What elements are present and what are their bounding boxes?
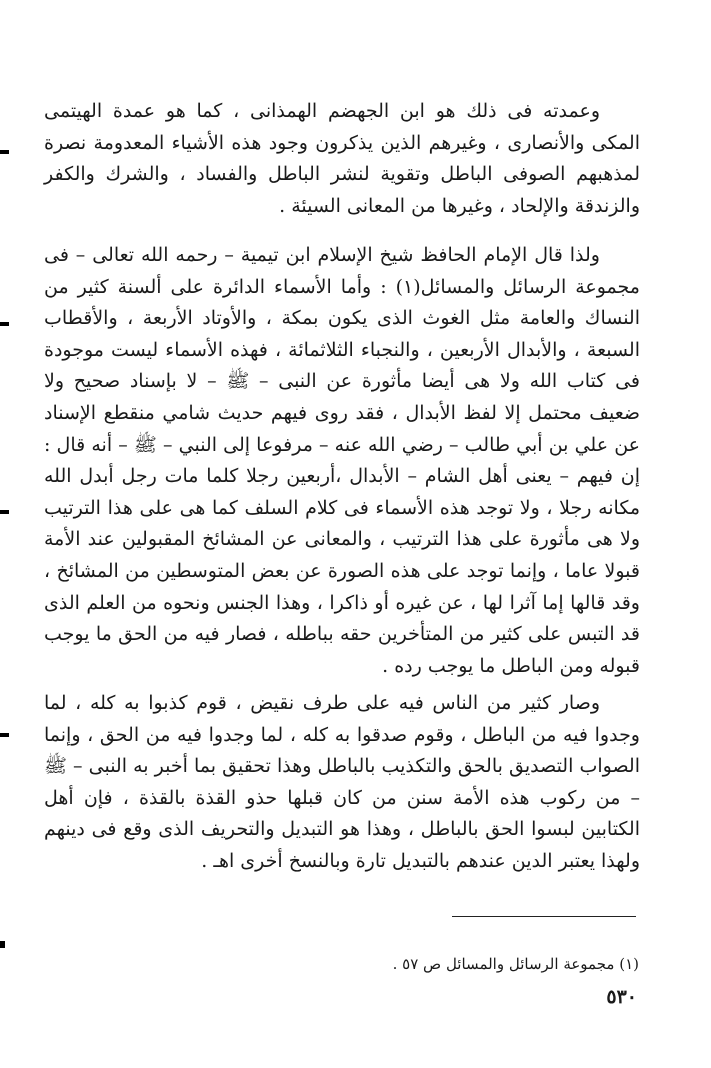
- footnote-divider: [452, 916, 636, 917]
- paragraph-1-text: وعمدته فى ذلك هو ابن الجهضم الهمذانى ، كما هو عمدة الهيتمى المكى والأنصارى ، وغيرهم الذين يذكرون وجود هذه الأشياء المعدومة نصرة لمذهبهم الصوفى الباطل وتقوية لنشر الباطل والفساد ، والشرك والكفر والزندقة والإلحاد ، وغيرها من المعانى السيئة .: [44, 100, 640, 217]
- paragraph-2-text: ولذا قال الإمام الحافظ شيخ الإسلام ابن تيمية – رحمه الله تعالى – فى مجموعة الرسائل والمسائل(١) : وأما الأسماء الدائرة على ألسنة كثير من النساك والعامة مثل الغوث الذى يكون بمكة ، والأوتاد الأربعة ، والأقطاب السبعة ، والأبدال الأربعين ، والنجباء الثلاثمائة ، فهذه الأسماء ليست موجودة فى كتاب الله ولا هى أيضا مأثورة عن النبى – ﷺ – لا بإسناد صحيح ولا ضعيف محتمل إلا لفظ الأبدال ، فقد روى فيهم حديث شامي منقطع الإسناد عن علي بن أبي طالب – رضي الله عنه – مرفوعا إلى النبي – ﷺ – أنه قال : إن فيهم – يعنى أهل الشام – الأبدال ،أربعين رجلا كلما مات رجل أبدل الله مكانه رجلا ، ولا توجد هذه الأسماء فى كلام السلف كما هى على هذا الترتيب ولا هى مأثورة على هذا الترتيب ، والمعانى عن المشائخ المقبولين عند الأمة قبولا عاما ، وإنما توجد على هذه الصورة عن بعض المتوسطين من المشائخ ، وقد قالها إما آثرا لها ، عن غيره أو ذاكرا ، وهذا الجنس ونحوه من العلم الذى قد التبس على كثير من المتأخرين حقه بباطله ، فصار فيه من الحق ما يوجب قبوله ومن الباطل ما يوجب رده .: [44, 244, 640, 677]
- margin-mark: [0, 150, 9, 154]
- margin-mark: [0, 941, 5, 948]
- margin-mark: [0, 733, 9, 737]
- page-number: ٥٣٠: [606, 986, 637, 1008]
- paragraph-3-text: وصار كثير من الناس فيه على طرف نقيض ، قوم كذبوا به كله ، لما وجدوا فيه من الباطل ، وقوم صدقوا به كله ، لما وجدوا فيه من الحق ، وإنما الصواب التصديق بالحق والتكذيب بالباطل وهذا تحقيق بما أخبر به النبى – ﷺ – من ركوب هذه الأمة سنن من كان قبلها حذو القذة بالقذة ، فإن أهل الكتابين لبسوا الحق بالباطل ، وهذا هو التبديل والتحريف الذى وقع فى دينهم ولهذا يعتبر الدين عندهم بالتبديل تارة وبالنسخ أخرى اهـ .: [44, 692, 640, 872]
- paragraph-2: [44, 240, 640, 682]
- footnote: (١) مجموعة الرسائل والمسائل ص ٥٧ .: [392, 955, 639, 973]
- margin-mark: [0, 510, 9, 514]
- paragraph-1: [44, 96, 640, 222]
- margin-mark: [0, 322, 9, 326]
- paragraph-3: [44, 688, 640, 878]
